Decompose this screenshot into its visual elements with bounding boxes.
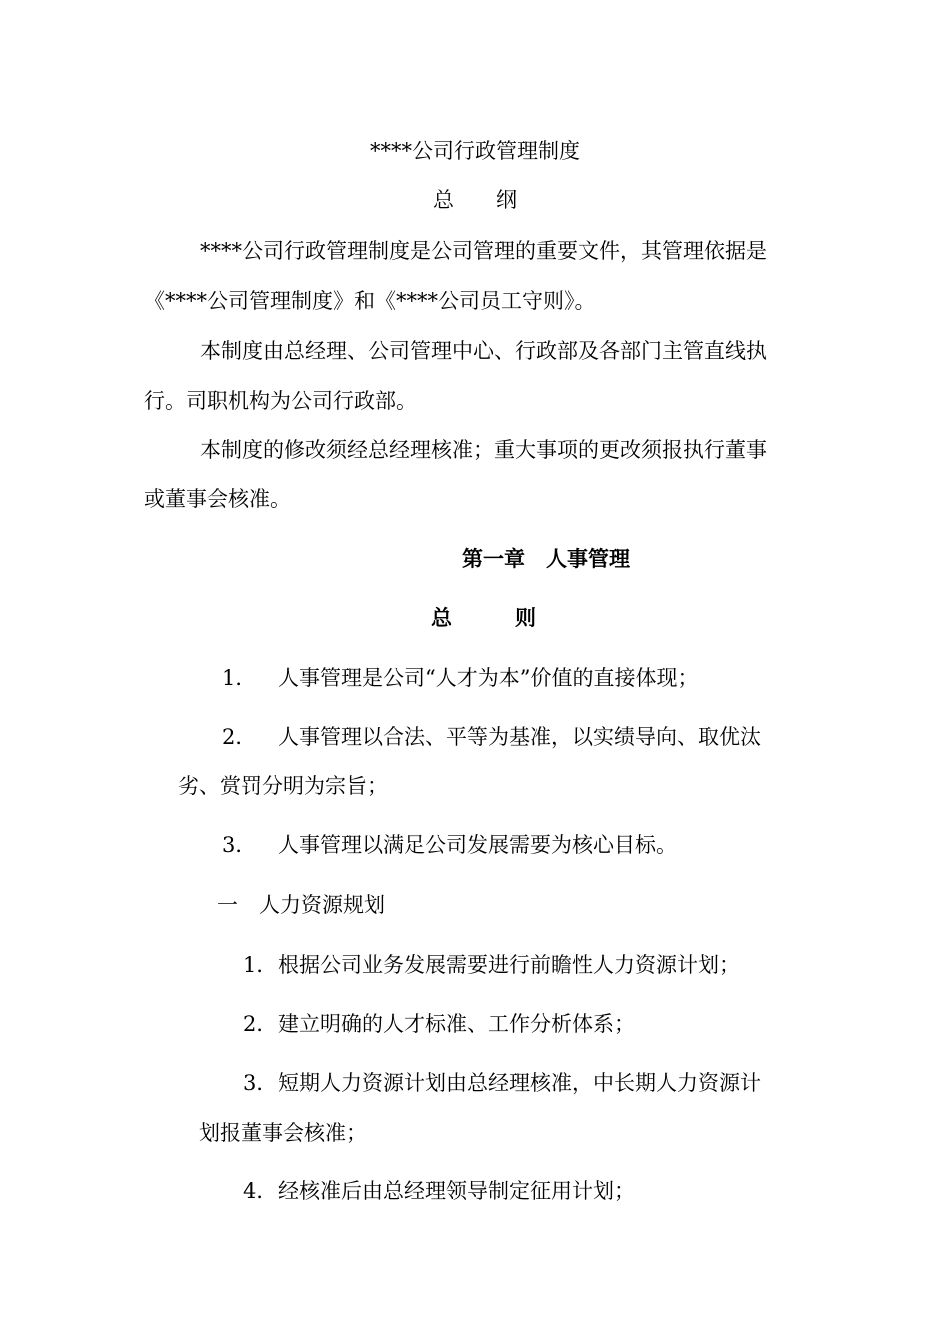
paragraph-2-line-1: 本制度由总经理、公司管理中心、行政部及各部门主管直线执 <box>200 339 767 363</box>
section-item-text: 短期人力资源计划由总经理核准，中长期人力资源计 <box>278 1071 761 1095</box>
section-item-number: 3． <box>243 1071 278 1095</box>
section-item-text: 经核准后由总经理领导制定征用计划； <box>278 1179 635 1203</box>
paragraph-1-line-1: ****公司行政管理制度是公司管理的重要文件，其管理依据是 <box>200 239 767 263</box>
paragraph-3-line-2: 或董事会核准。 <box>144 487 291 511</box>
section-item-number: 1． <box>243 953 278 977</box>
section-item-text: 建立明确的人才标准、工作分析体系； <box>278 1012 635 1036</box>
rule-item-1 <box>222 668 698 689</box>
rule-item-text: 人事管理是公司“人才为本”价值的直接体现； <box>278 666 699 690</box>
chapter-title: 第一章 人事管理 <box>462 546 630 571</box>
section-item-3-continuation: 划报董事会核准； <box>199 1121 367 1145</box>
section-item-number: 4． <box>243 1179 278 1203</box>
rule-item-number: 2． <box>222 725 257 749</box>
section-item-3 <box>243 1073 761 1094</box>
document-title: ****公司行政管理制度 <box>370 139 580 163</box>
rule-item-text: 人事管理以合法、平等为基准，以实绩导向、取优汰 <box>278 725 761 749</box>
rule-item-2 <box>222 727 761 748</box>
section-item-4 <box>243 1181 635 1202</box>
paragraph-2-line-2: 行。司职机构为公司行政部。 <box>144 389 417 413</box>
section-item-number: 2． <box>243 1012 278 1036</box>
general-rules-heading: 总 则 <box>431 605 536 630</box>
section-item-1 <box>243 955 740 976</box>
paragraph-1-line-2: 《****公司管理制度》和《****公司员工守则》。 <box>144 289 596 313</box>
section-title: 一 人力资源规划 <box>217 893 385 917</box>
rule-item-3 <box>222 835 677 856</box>
rule-item-number: 1． <box>222 666 257 690</box>
general-outline-heading: 总 纲 <box>433 188 517 212</box>
rule-item-number: 3． <box>222 833 257 857</box>
rule-item-2-continuation: 劣、赏罚分明为宗旨； <box>178 774 388 798</box>
rule-item-text: 人事管理以满足公司发展需要为核心目标。 <box>278 833 677 857</box>
paragraph-3-line-1: 本制度的修改须经总经理核准；重大事项的更改须报执行董事 <box>200 438 767 462</box>
section-item-text: 根据公司业务发展需要进行前瞻性人力资源计划； <box>278 953 740 977</box>
section-item-2 <box>243 1014 635 1035</box>
